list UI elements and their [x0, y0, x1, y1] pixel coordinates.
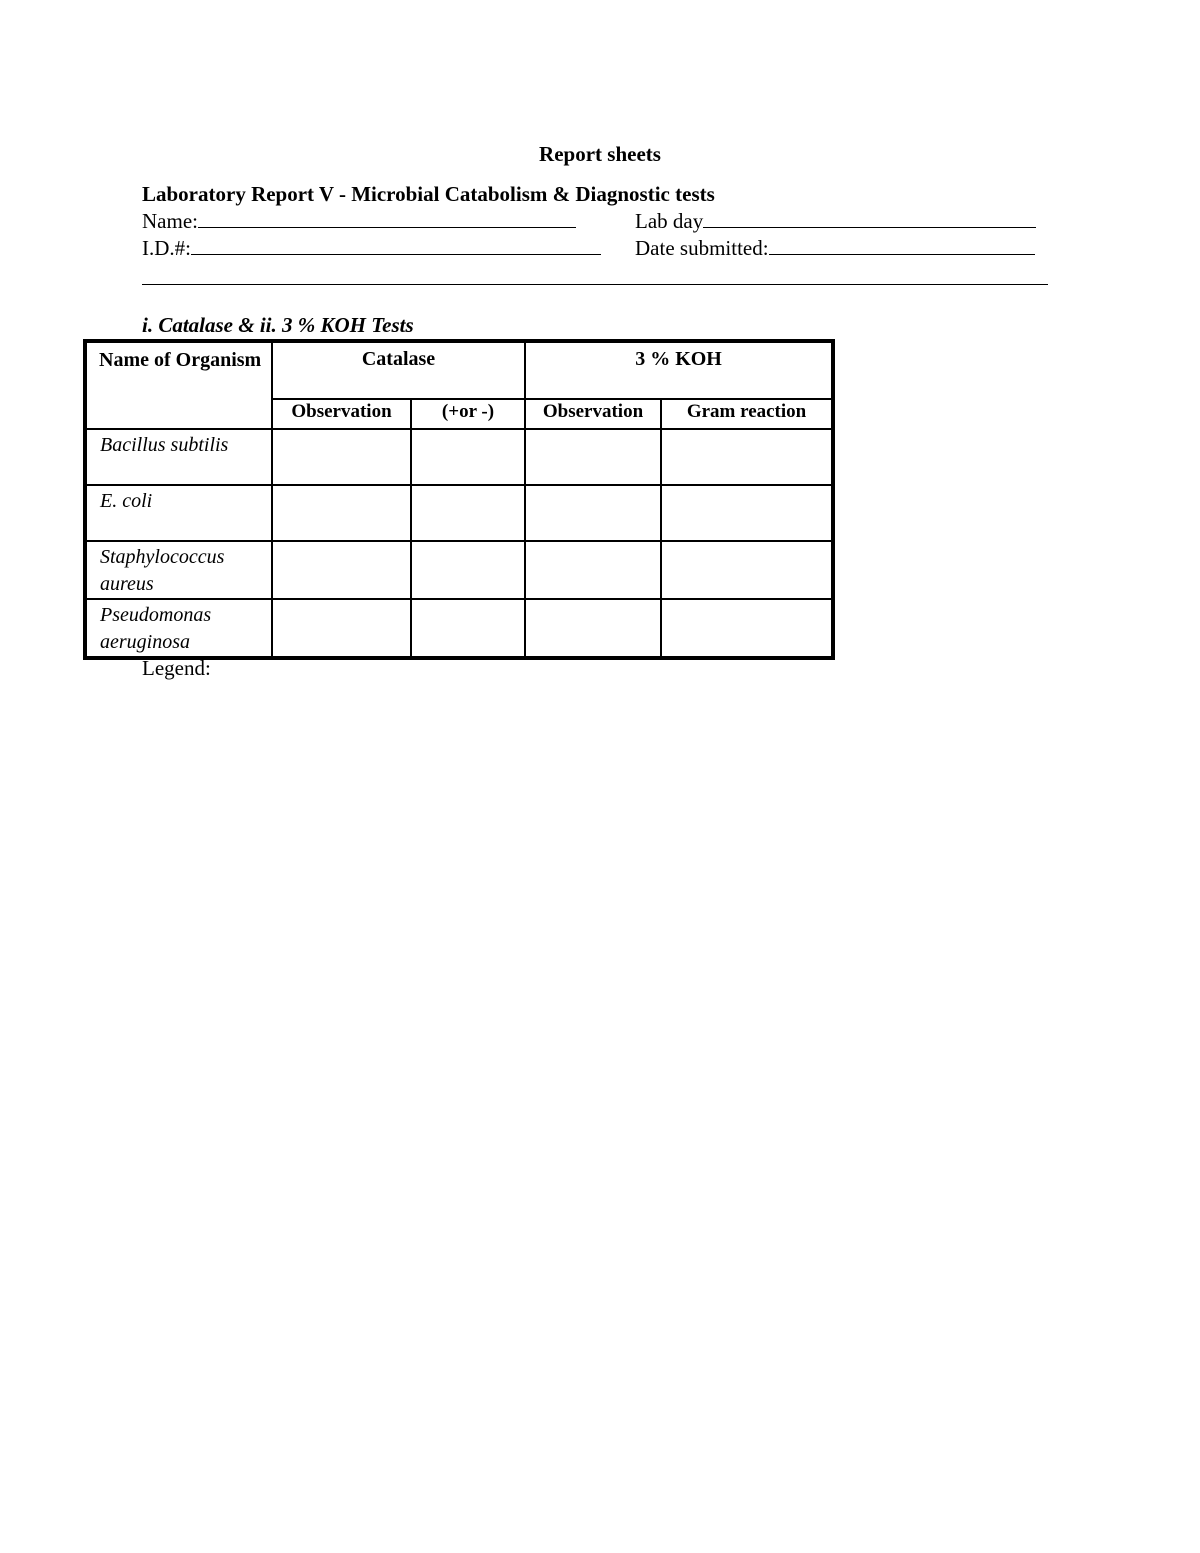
koh-observation-cell[interactable]: [525, 599, 661, 658]
catalase-sign-cell[interactable]: [411, 599, 525, 658]
section-title: i. Catalase & ii. 3 % KOH Tests: [142, 313, 414, 337]
date-submitted-blank[interactable]: [769, 236, 1035, 255]
id-field: [142, 236, 601, 261]
gram-reaction-cell[interactable]: [661, 599, 833, 658]
catalase-sign-cell[interactable]: [411, 541, 525, 599]
catalase-koh-table: [83, 339, 835, 660]
date-submitted-label: Date submitted:: [635, 236, 769, 260]
catalase-sign-cell[interactable]: [411, 485, 525, 541]
header-catalase-sign: (+or -): [411, 399, 525, 429]
koh-observation-cell[interactable]: [525, 429, 661, 485]
catalase-observation-cell[interactable]: [272, 485, 411, 541]
koh-observation-cell[interactable]: [525, 485, 661, 541]
id-blank[interactable]: [191, 236, 601, 255]
id-label: I.D.#:: [142, 236, 191, 260]
table-row: [85, 541, 833, 599]
header-catalase-observation: Observation: [272, 399, 411, 429]
table-row: [85, 599, 833, 658]
lab-day-blank[interactable]: [703, 209, 1036, 228]
name-blank[interactable]: [198, 209, 576, 228]
header-organism: Name of Organism: [85, 341, 272, 429]
catalase-observation-cell[interactable]: [272, 599, 411, 658]
catalase-sign-cell[interactable]: [411, 429, 525, 485]
date-submitted-field: [635, 236, 1035, 261]
gram-reaction-cell[interactable]: [661, 429, 833, 485]
header-catalase: Catalase: [272, 341, 525, 399]
header-gram-reaction: Gram reaction: [661, 399, 833, 429]
page-title: Report sheets: [539, 142, 661, 166]
header-koh-observation: Observation: [525, 399, 661, 429]
name-field: [142, 209, 576, 234]
legend-label: Legend:: [142, 656, 211, 680]
organism-name: Bacillus subtilis: [85, 429, 272, 485]
koh-observation-cell[interactable]: [525, 541, 661, 599]
table-row: [85, 429, 833, 485]
table-row: [85, 485, 833, 541]
organism-name: E. coli: [85, 485, 272, 541]
lab-day-field: [635, 209, 1036, 234]
organism-name: Staphylococcus aureus: [85, 541, 272, 599]
lab-day-label: Lab day: [635, 209, 704, 233]
gram-reaction-cell[interactable]: [661, 485, 833, 541]
name-label: Name:: [142, 209, 198, 233]
separator-rule: [142, 284, 1048, 285]
gram-reaction-cell[interactable]: [661, 541, 833, 599]
catalase-observation-cell[interactable]: [272, 541, 411, 599]
report-subtitle: Laboratory Report V - Microbial Catabolism & Diagnostic tests: [142, 182, 715, 206]
catalase-observation-cell[interactable]: [272, 429, 411, 485]
header-koh: 3 % KOH: [525, 341, 833, 399]
organism-name: Pseudomonas aeruginosa: [85, 599, 272, 658]
